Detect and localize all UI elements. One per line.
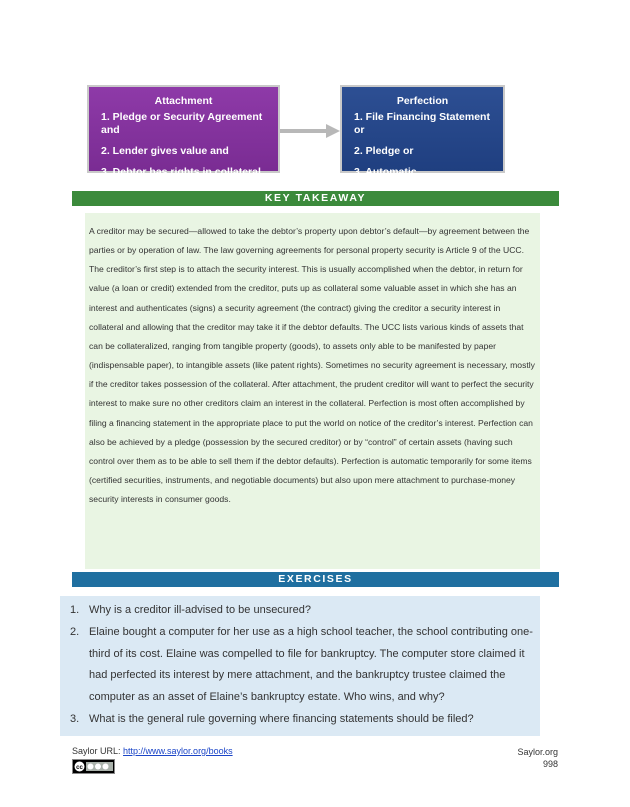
attachment-item-3: 3. Debtor has rights in collateral — [101, 166, 261, 178]
exercise-text: What is the general rule governing where financing statements should be filed? — [89, 712, 474, 725]
cc-license-icon — [73, 760, 114, 773]
arrow-right-icon — [280, 124, 340, 138]
exercises-panel — [60, 596, 540, 736]
exercise-number: 3. — [70, 712, 80, 725]
footer-url-label: Saylor URL: — [72, 746, 124, 756]
exercise-text: Elaine bought a computer for her use as a high school teacher, the school contributing one-third of its cost. Elaine was compelled to file for bankruptcy. The computer store claimed it had perfected its interest by mere attachment, and the bankruptcy trustee claimed the computer as an asset of Elaine’s bankruptcy estate. Who wins, and why? — [89, 625, 533, 704]
exercise-item — [60, 622, 540, 709]
footer-brand: Saylor.org — [517, 747, 558, 757]
perfection-box — [340, 85, 505, 178]
perfection-item-1: 1. File Financing Statement or — [354, 111, 490, 136]
exercise-item — [60, 600, 540, 622]
exercise-number: 2. — [70, 625, 80, 638]
attachment-title: Attachment — [154, 95, 213, 107]
exercise-text: Why is a creditor ill-advised to be unsecured? — [89, 604, 311, 616]
key-takeaway-body: A creditor may be secured—allowed to take the debtor’s property upon debtor’s default—by agreement between the parties or by operation of law. The law governing agreements for personal property security is Article 9 of the UCC. The creditor’s first step is to attach the security interest. This is usually accomplished when the debtor, in return for value (a loan or credit) extended from the creditor, puts up as collateral some valuable asset in which she has an interest and authenticates (signs) a security agreement (the contract) giving the creditor a security interest in collateral and allowing that the creditor may take it if the debtor defaults. The UCC lists various kinds of assets that can be collateralized, ranging from tangible property (goods), to assets only able to be manifested by paper (indispensable paper), to intangible assets (like patent rights). Sometimes no security agreement is necessary, mostly if the creditor takes possession of the collateral. After attachment, the prudent creditor will want to perfect the security interest to make sure no other creditors claim an interest in the collateral. Perfection is most often accomplished by filing a financing statement in the appropriate place to put the world on notice of the creditor’s interest. Perfection can also be achieved by a pledge (possession by the secured creditor) or by “control” of certain assets (having such control over them as to be able to sell them if the debtor defaults). Perfection is automatic temporarily for some items (certified securities, instruments, and negotiable documents) but also upon mere attachment to purchase-money security interests in consumer goods. — [85, 213, 540, 569]
exercise-item — [60, 709, 540, 731]
perfection-item-2: 2. Pledge or — [354, 145, 414, 157]
perfection-item-3: 3. Automatic — [354, 166, 417, 178]
attachment-item-1: 1. Pledge or Security Agreement and — [101, 111, 263, 136]
exercise-number: 1. — [70, 604, 80, 616]
cc-by-nc-sa-icon — [72, 759, 115, 774]
key-takeaway-heading: KEY TAKEAWAY — [72, 191, 559, 206]
page-number: 998 — [542, 759, 558, 769]
attachment-item-2: 2. Lender gives value and — [101, 145, 229, 157]
svg-text:cc: cc — [76, 765, 83, 771]
attachment-box — [87, 85, 280, 178]
footer-right — [517, 746, 558, 770]
footer-url-link[interactable]: http://www.saylor.org/books — [123, 746, 233, 756]
perfection-title: Perfection — [396, 95, 449, 107]
footer-source — [72, 746, 233, 756]
exercises-list — [60, 600, 540, 731]
exercises-heading: EXERCISES — [72, 572, 559, 587]
